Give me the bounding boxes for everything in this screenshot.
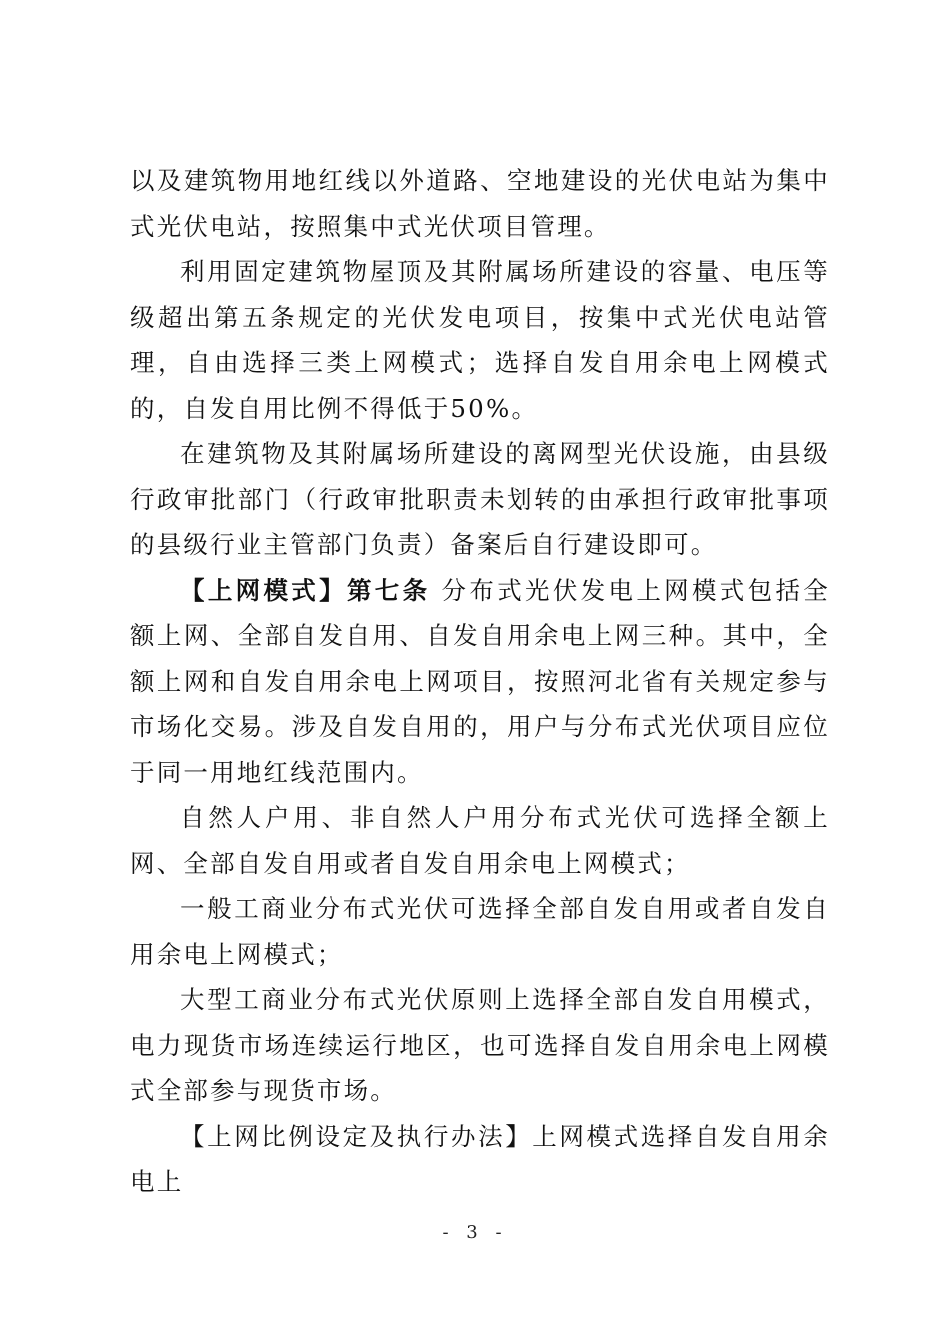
paragraph-1: 以及建筑物用地红线以外道路、空地建设的光伏电站为集中式光伏电站，按照集中式光伏项目管理。 xyxy=(130,166,830,241)
paragraph-3: 在建筑物及其附属场所建设的离网型光伏设施，由县级行政审批部门（行政审批职责未划转的由承担行政审批事项的县级行业主管部门负责）备案后自行建设即可。 xyxy=(130,439,830,559)
paragraph-7: 大型工商业分布式光伏原则上选择全部自发自用模式，电力现货市场连续运行地区，也可选择自发自用余电上网模式全部参与现货市场。 xyxy=(130,985,830,1105)
paragraph-2: 利用固定建筑物屋顶及其附属场所建设的容量、电压等级超出第五条规定的光伏发电项目，按集中式光伏电站管理，自由选择三类上网模式；选择自发自用余电上网模式的，自发自用比例不得低于50%。 xyxy=(130,257,830,423)
page-number: - 3 - xyxy=(442,1222,508,1243)
body-text xyxy=(130,158,830,1205)
paragraph-article-7 xyxy=(130,568,830,796)
paragraph-6: 一般工商业分布式光伏可选择全部自发自用或者自发自用余电上网模式； xyxy=(130,894,830,969)
article-text: 分布式光伏发电上网模式包括全额上网、全部自发自用、自发自用余电上网三种。其中，全额上网和自发自用余电上网项目，按照河北省有关规定参与市场化交易。涉及自发自用的，用户与分布式光伏项目应位于同一用地红线范围内。 xyxy=(130,575,830,787)
article-heading: 【上网模式】第七条 xyxy=(180,575,431,605)
paragraph-5: 自然人户用、非自然人户用分布式光伏可选择全额上网、全部自发自用或者自发自用余电上网模式； xyxy=(130,803,830,878)
paragraph-8: 【上网比例设定及执行办法】上网模式选择自发自用余电上 xyxy=(130,1121,830,1196)
